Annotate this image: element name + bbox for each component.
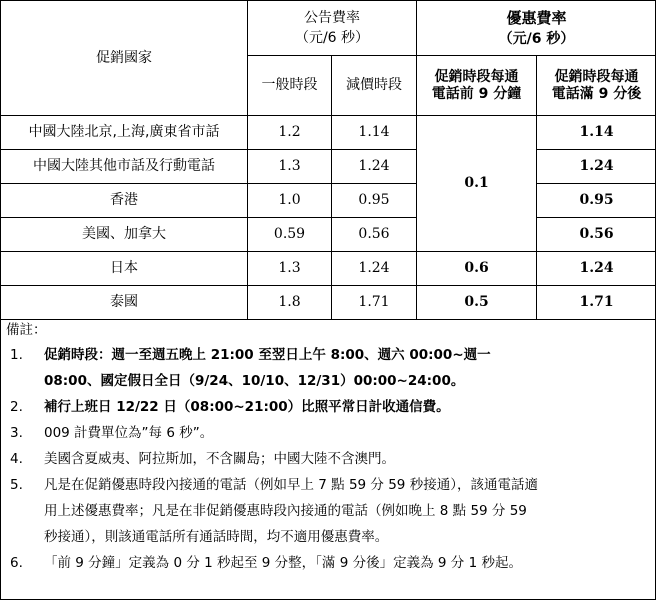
note-line: 補行上班日 12/22 日（08:00~21:00）比照平常日計收通信費。 xyxy=(44,399,450,415)
discount-rate-cell: 0.95 xyxy=(332,184,417,218)
discount-rate-cell: 0.56 xyxy=(332,218,417,252)
note-number: 1. xyxy=(10,347,23,363)
first9-rate-cell-group: 0.1 xyxy=(417,116,537,252)
discount-rate-cell: 1.14 xyxy=(332,116,417,150)
note-line: 美國含夏威夷、阿拉斯加，不含關島；中國大陸不含澳門。 xyxy=(44,451,395,467)
promo-rate-title: 優惠費率 xyxy=(506,8,567,27)
after9-rate-cell: 1.24 xyxy=(537,150,656,184)
note-number: 4. xyxy=(10,451,23,467)
col-discount-label: 減價時段 xyxy=(346,77,402,94)
note-text xyxy=(44,472,650,550)
public-rate-title: 公告費率 xyxy=(304,9,360,26)
col-first9-line1: 促銷時段每通 xyxy=(434,68,519,85)
country-cell: 中國大陸其他市話及行動電話 xyxy=(1,150,248,184)
note-number: 2. xyxy=(10,399,23,415)
table-row xyxy=(1,184,656,218)
after9-rate-cell: 0.56 xyxy=(537,218,656,252)
note-item xyxy=(6,420,650,446)
normal-rate-cell: 1.0 xyxy=(248,184,332,218)
promo-rate-unit: （元/6 秒） xyxy=(498,30,575,47)
country-cell: 泰國 xyxy=(1,286,248,320)
header-first9 xyxy=(417,56,537,116)
header-promo-rate xyxy=(417,1,656,56)
normal-rate-cell: 1.8 xyxy=(248,286,332,320)
note-text xyxy=(44,446,650,472)
header-country xyxy=(1,1,248,116)
after9-rate-cell: 1.71 xyxy=(537,286,656,320)
normal-rate-cell: 1.3 xyxy=(248,252,332,286)
notes-section xyxy=(6,318,650,576)
note-text xyxy=(44,394,650,420)
table-row xyxy=(1,150,656,184)
note-text xyxy=(44,420,650,446)
after9-rate-cell: 1.24 xyxy=(537,252,656,286)
note-text xyxy=(44,342,650,394)
note-line: 009 計費單位為”每 6 秒”。 xyxy=(44,425,214,441)
col-normal-label: 一般時段 xyxy=(261,77,318,94)
note-number: 3. xyxy=(10,425,23,441)
discount-rate-cell: 1.24 xyxy=(332,150,417,184)
normal-rate-cell: 0.59 xyxy=(248,218,332,252)
first9-rate-cell-thailand: 0.5 xyxy=(417,286,537,320)
table-row xyxy=(1,252,656,286)
normal-rate-cell: 1.3 xyxy=(248,150,332,184)
header-discount xyxy=(332,56,417,116)
country-cell: 日本 xyxy=(1,252,248,286)
note-item xyxy=(6,342,650,394)
note-item xyxy=(6,472,650,550)
table-row xyxy=(1,116,656,150)
note-item xyxy=(6,446,650,472)
discount-rate-cell: 1.24 xyxy=(332,252,417,286)
note-line: 08:00、國定假日全日（9/24、10/10、12/31）00:00~24:00。 xyxy=(44,373,465,389)
header-after9 xyxy=(537,56,656,116)
table-row xyxy=(1,286,656,320)
notes-heading: 備註： xyxy=(6,322,47,338)
col-after9-line2: 電話滿 9 分後 xyxy=(551,85,642,102)
note-number: 6. xyxy=(10,555,23,571)
note-number: 5. xyxy=(10,477,23,493)
header-country-label: 促銷國家 xyxy=(96,49,152,66)
country-cell: 香港 xyxy=(1,184,248,218)
table-row xyxy=(1,218,656,252)
after9-rate-cell: 0.95 xyxy=(537,184,656,218)
country-cell: 美國、加拿大 xyxy=(1,218,248,252)
note-line: 凡是在促銷優惠時段內接通的電話（例如早上 7 點 59 分 59 秒接通），該通電話適 xyxy=(44,477,538,493)
discount-rate-cell: 1.71 xyxy=(332,286,417,320)
note-line: 秒接通），則該通電話所有通話時間，均不適用優惠費率。 xyxy=(44,529,389,545)
public-rate-unit: （元/6 秒） xyxy=(294,29,370,46)
first9-rate-cell-japan: 0.6 xyxy=(417,252,537,286)
note-line: 「前 9 分鐘」定義為 0 分 1 秒起至 9 分整，「滿 9 分後」定義為 9 分 1 秒起。 xyxy=(44,555,522,571)
note-item xyxy=(6,394,650,420)
note-item xyxy=(6,550,650,576)
header-public-rate xyxy=(248,1,417,56)
header-normal xyxy=(248,56,332,116)
col-first9-line2: 電話前 9 分鐘 xyxy=(431,85,522,102)
normal-rate-cell: 1.2 xyxy=(248,116,332,150)
note-line: 用上述優惠費率；凡是在非促銷優惠時段內接通的電話（例如晚上 8 點 59 分 59 xyxy=(44,503,527,519)
col-after9-line1: 促銷時段每通 xyxy=(554,68,639,85)
note-text xyxy=(44,550,650,576)
after9-rate-cell: 1.14 xyxy=(537,116,656,150)
note-line: 促銷時段：週一至週五晚上 21:00 至翌日上午 8:00、週六 00:00~週一 xyxy=(44,347,491,363)
country-cell: 中國大陸北京,上海,廣東省市話 xyxy=(1,116,248,150)
